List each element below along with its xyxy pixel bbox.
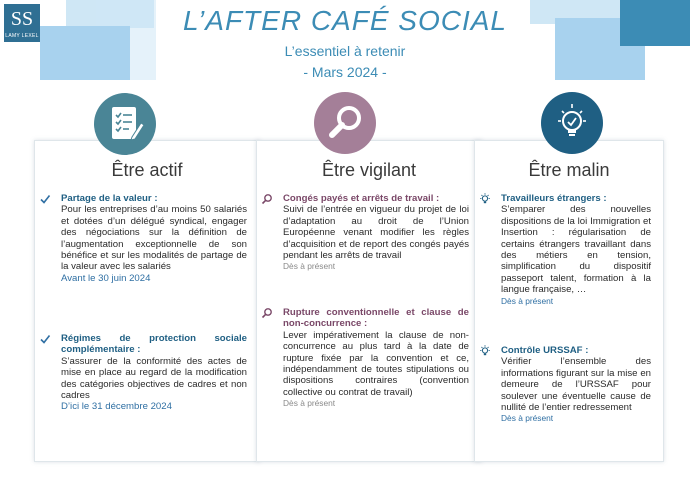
card-item-rupture-conventionnelle	[283, 307, 469, 410]
item-body: S’emparer des nouvelles dispositions de la loi Immigration et Insertion : régularisation de certains étrangers travaillant dans des métiers en tension, simplification du dispositif passeport talent, formation à la langue française, …	[501, 204, 651, 296]
logo-mark: SS	[10, 8, 34, 30]
item-heading: Régimes de protection sociale complémentaire :	[61, 333, 247, 356]
item-heading: Partage de la valeur :	[61, 193, 158, 204]
item-body: S’assurer de la conformité des actes de mise en place au regard de la modification des catégories objectives de cadres et non cadres	[61, 355, 247, 402]
card-item-partage-valeur	[61, 193, 247, 284]
item-body: Suivi de l’entrée en vigueur du projet de loi d’adaptation au droit de l’Union Européenne venant modifier les règles d’acquisition et de report des congés payés pendant les arrêts de travail	[283, 204, 469, 262]
page-title: L’AFTER CAFÉ SOCIAL	[183, 5, 507, 36]
checkmark-icon	[39, 193, 51, 205]
item-heading: Travailleurs étrangers :	[501, 193, 607, 204]
magnifier-icon	[314, 92, 376, 154]
card-item-protection-sociale	[61, 333, 247, 413]
item-date: Dès à présent	[283, 261, 336, 272]
magnifier-bullet-icon	[261, 307, 273, 319]
card-etre-malin	[474, 140, 664, 462]
card-item-conges-payes	[283, 193, 469, 273]
decor-block-left-3	[40, 26, 130, 80]
card-etre-vigilant	[256, 140, 482, 462]
item-heading: Contrôle URSSAF :	[501, 345, 589, 356]
item-body: Lever impérativement la clause de non-concurrence au plus tard à la date de rupture fixée par la convention et ce, indépendamment de toutes stipulations ou dispositions contraires (convention collective ou contrat de travail)	[283, 329, 469, 398]
item-date: D’ici le 31 décembre 2024	[61, 401, 172, 413]
lightbulb-bullet-icon	[479, 193, 491, 205]
item-date: Dès à présent	[501, 413, 554, 424]
checkmark-icon	[39, 333, 51, 345]
card-title: Être malin	[528, 160, 610, 180]
lightbulb-icon	[541, 92, 603, 154]
item-body: Pour les entreprises d’au moins 50 salariés et dotées d’un délégué syndical, engager des négociations sur la définition de l’augmentation exceptionnelle de son bénéfice et sur les modalités de partage de la valeur avec les salariés	[61, 204, 247, 273]
page-subtitle: L’essentiel à retenir	[284, 43, 406, 59]
item-heading: Congés payés et arrêts de travail :	[283, 193, 440, 204]
card-item-controle-urssaf	[501, 345, 651, 425]
lightbulb-bullet-icon	[479, 345, 491, 357]
page-date: - Mars 2024 -	[303, 64, 387, 80]
card-etre-actif	[34, 140, 260, 462]
item-date: Dès à présent	[501, 295, 554, 306]
magnifier-bullet-icon	[261, 193, 273, 205]
item-body: Vérifier l’ensemble des informations figurant sur la mise en demeure de l’URSSAF pour soulever une éventuelle cause de nullité de l’entier redressement	[501, 356, 651, 414]
logo	[4, 4, 40, 42]
card-title: Être actif	[111, 160, 183, 180]
item-date: Avant le 30 juin 2024	[61, 272, 151, 284]
decor-block-right-3	[620, 0, 690, 46]
card-title: Être vigilant	[321, 160, 417, 180]
logo-text: LAMY LEXEL	[5, 33, 39, 39]
item-heading: Rupture conventionnelle et clause de non-concurrence :	[283, 307, 469, 330]
item-date: Dès à présent	[283, 398, 336, 409]
card-item-travailleurs-etrangers	[501, 193, 651, 307]
checklist-icon	[94, 93, 156, 155]
